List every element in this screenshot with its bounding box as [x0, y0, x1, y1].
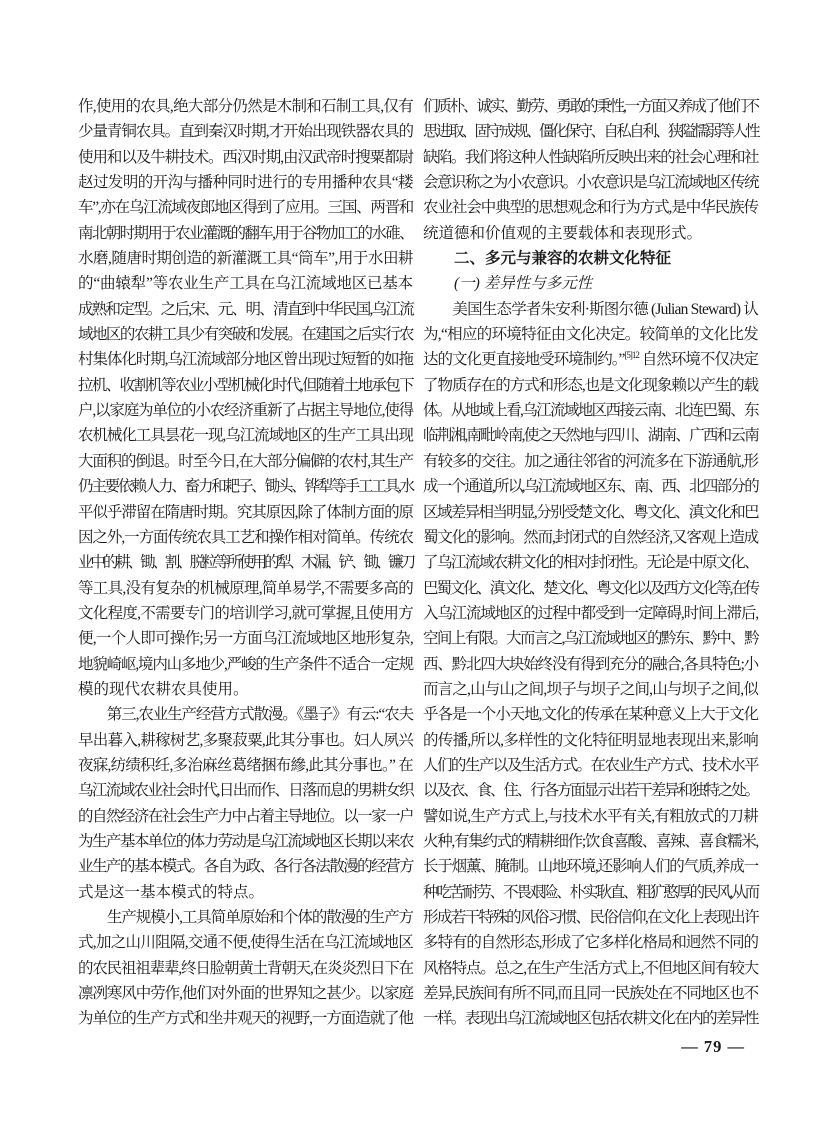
text-line: 水磨,随唐时期创造的新灌溉工具“筒车”,用于水田耕: [78, 250, 413, 268]
text-line: 凛冽寒风中劳作,他们对外面的世界知之甚少。以家庭: [78, 985, 413, 1003]
text-line: 少量青铜农具。直到秦汉时期,才开始出现铁器农具的: [78, 123, 413, 141]
text-line: 临荆湘,南毗岭南,使之天然地与四川、湖南、广西和云南: [423, 427, 758, 445]
text-line: 文化程度,不需要专门的培训学习,就可掌握,且使用方: [78, 604, 413, 622]
text-line: 缺陷。我们将这种人性缺陷所反映出来的社会心理和社: [423, 148, 758, 166]
text-line: 夜寐,纺绩积纴,多治麻丝葛绪捆布縿,此其分事也。” 在: [78, 756, 413, 774]
text-line: 的自然经济在社会生产力中占着主导地位。以一家一户: [78, 807, 413, 825]
page-number: — 79 —: [681, 1037, 745, 1056]
text-line: 西、黔北四大块始终没有得到充分的融合,各具特色;小: [423, 655, 758, 673]
text-line: 为单位的生产方式和坐井观天的视野,一方面造就了他: [78, 1010, 413, 1028]
text-line: 等工具,没有复杂的机械原理,简单易学,不需要多高的: [78, 579, 413, 597]
text-line: 达的文化更直接地受环境制约。”$^{[5]12}$ 自然环境不仅决定: [423, 350, 758, 369]
text-line: 村集体化时期,乌江流域部分地区曾出现过短暂的如拖: [78, 351, 413, 369]
text-line: 域地区的农耕工具少有突破和发展。在建国之后实行农: [78, 326, 413, 344]
text-line: 了物质存在的方式和形态,也是文化现象赖以产生的载: [423, 376, 758, 394]
text-line: 业生产的基本模式。各自为政、各行各法散漫的经营方: [78, 858, 413, 876]
text-line: 入乌江流域地区的过程中都受到一定障碍,时间上滞后,: [423, 604, 758, 622]
text-line: 式是这一基本模式的特点。: [78, 883, 265, 901]
text-line: 多特有的自然形态,形成了它多样化格局和迥然不同的: [423, 934, 758, 952]
text-line: 南北朝时期用于农业灌溉的翻车,用于谷物加工的水碓、: [78, 224, 413, 242]
citation-superscript: [5]12: [624, 350, 639, 361]
text-line: 车”,亦在乌江流域夜郎地区得到了应用。三国、两晋和: [78, 199, 413, 217]
text-line: 形成若干特殊的风俗习惯、民俗信仰,在文化上表现出许: [423, 909, 758, 926]
text-line: 第三,农业生产经营方式散漫。《墨子》有云:“农夫: [78, 706, 413, 724]
text-line: 空间上有限。大而言之,乌江流域地区的黔东、黔中、黔: [423, 630, 758, 648]
text-line: 体。从地域上看,乌江流域地区西接云南、北连巴蜀、东: [423, 402, 758, 420]
text-line: 的“曲辕犁”等农业生产工具在乌江流域地区已基本: [78, 275, 413, 293]
text-line: 美国生态学者朱安利·斯图尔德 (Julian Steward) 认: [423, 300, 758, 318]
text-line: 巴蜀文化、滇文化、楚文化、粤文化以及西方文化等,在传: [423, 579, 758, 597]
text-line: 大面积的倒退。时至今日,在大部分偏僻的农村,其生产: [78, 452, 413, 470]
text-line: 农业社会中典型的思想观念和行为方式,是中华民族传: [423, 199, 758, 217]
text-line: 乎各是一个小天地,文化的传承在某种意义上大于文化: [423, 706, 758, 724]
text-line: 农机械化工具昙花一现,乌江流域地区的生产工具出现: [78, 427, 413, 445]
text-line: 乌江流域农业社会时代,日出而作、日落而息的男耕女织: [78, 782, 413, 800]
text-line: 的农民祖祖辈辈,终日脸朝黄土背朝天,在炎炎烈日下在: [78, 959, 413, 977]
text-line: 一样。表现出乌江流域地区包括农耕文化在内的差异性: [423, 1010, 758, 1028]
text-line: 便,一个人即可操作;另一方面乌江流域地区地形复杂,: [78, 630, 413, 648]
text-line: 平似乎滞留在隋唐时期。究其原因,除了体制方面的原: [78, 503, 413, 521]
text-line: 而言之,山与山之间,坝子与坝子之间,山与坝子之间,似: [423, 680, 758, 698]
text-line: 生产规模小,工具简单原始和个体的散漫的生产方: [78, 909, 413, 926]
text-line: 赵过发明的开沟与播种同时进行的专用播种农具“耧: [78, 174, 413, 192]
text-line: 火种,有集约式的精耕细作;饮食喜酸、喜辣、喜食糯米,: [423, 832, 758, 850]
left-column: [78, 94, 413, 1032]
text-line: 种吃苦耐劳、不畏艰险、朴实耿直、粗犷憨厚的民风,从而: [423, 883, 758, 901]
text-line: 式,加之山川阻隔,交通不便,使得生活在乌江流域地区: [78, 934, 413, 952]
text-line: 譬如说,生产方式上,与技术水平有关,有粗放式的刀耕: [423, 807, 758, 825]
text-line: 统道德和价值观的主要载体和表现形式。: [423, 224, 703, 242]
text-line: 的传播,所以,多样性的文化特征明显地表现出来,影响: [423, 731, 758, 749]
section-heading: 二、多元与兼容的农耕文化特征: [423, 250, 672, 268]
text-line: 差异,民族间有所不同,而且同一民族处在不同地区也不: [423, 985, 758, 1003]
text-line: 人们的生产以及生活方式。在农业生产方式、技术水平: [423, 756, 758, 774]
text-line: 早出暮入,耕稼树艺,多聚菽粟,此其分事也。妇人夙兴: [78, 731, 413, 749]
text-line: 成一个通道,所以,乌江流域地区东、南、西、北四部分的: [423, 478, 758, 496]
text-line: 有较多的交往。加之通往邻省的河流多在下游通航,形: [423, 452, 758, 470]
text-line: 风格特点。总之,在生产生活方式上,不但地区间有较大: [423, 959, 758, 977]
text-line: 模的现代农耕农具使用。: [78, 680, 249, 698]
text-line: 地貌崎岖,境内山多地少,严峻的生产条件不适合一定规: [78, 655, 413, 673]
text-line: 业中的耕、锄、割、脱粒等所使用的犁、木漏、铲、锄、镰刀: [78, 554, 413, 572]
text-line: 使用和以及牛耕技术。西汉时期,由汉武帝时搜粟都尉: [78, 148, 413, 166]
text-line: 拉机、收割机等农业小型机械化时代,但随着土地承包下: [78, 376, 413, 394]
text-line: 长于烟薰、腌制。山地环境,还影响人们的气质,养成一: [423, 858, 758, 876]
text-line: 户,以家庭为单位的小农经济重新了占据主导地位,使得: [78, 402, 413, 420]
subsection-heading: (一) 差异性与多元性: [423, 275, 593, 293]
text-line: 会意识称之为小农意识。小农意识是乌江流域地区传统: [423, 174, 758, 192]
text-line: 作,使用的农具,绝大部分仍然是木制和石制工具,仅有: [78, 98, 413, 115]
text-line: 为,“相应的环境特征由文化决定。较简单的文化比发: [423, 326, 758, 344]
text-line: 区域差异相当明显,分别受楚文化、粤文化、滇文化和巴: [423, 503, 758, 521]
text-line: 以及衣、食、住、行各方面显示出若干差异和独特之处。: [423, 782, 758, 800]
text-line: 蜀文化的影响。然而,封闭式的自然经济,又客观上造成: [423, 528, 758, 546]
text-line: 因之外,一方面传统农具工艺和操作相对简单。传统农: [78, 528, 413, 546]
text-line: 成熟和定型。之后,宋、元、明、清直到中华民国,乌江流: [78, 300, 413, 318]
text-line: 思进取、固守成规、僵化保守、自私自利、狭隘懦弱等人性: [423, 123, 758, 141]
text-line: 为生产基本单位的体力劳动是乌江流域地区长期以来农: [78, 832, 413, 850]
right-column: [423, 94, 758, 1032]
text-line: 仍主要依赖人力、畜力和耙子、锄头、铧犁等手工工具,水: [78, 478, 413, 496]
text-line: 们质朴、诚实、勤劳、勇敢的秉性,一方面又养成了他们不: [423, 98, 758, 115]
text-line: 了乌江流域农耕文化的相对封闭性。无论是中原文化、: [423, 554, 758, 572]
